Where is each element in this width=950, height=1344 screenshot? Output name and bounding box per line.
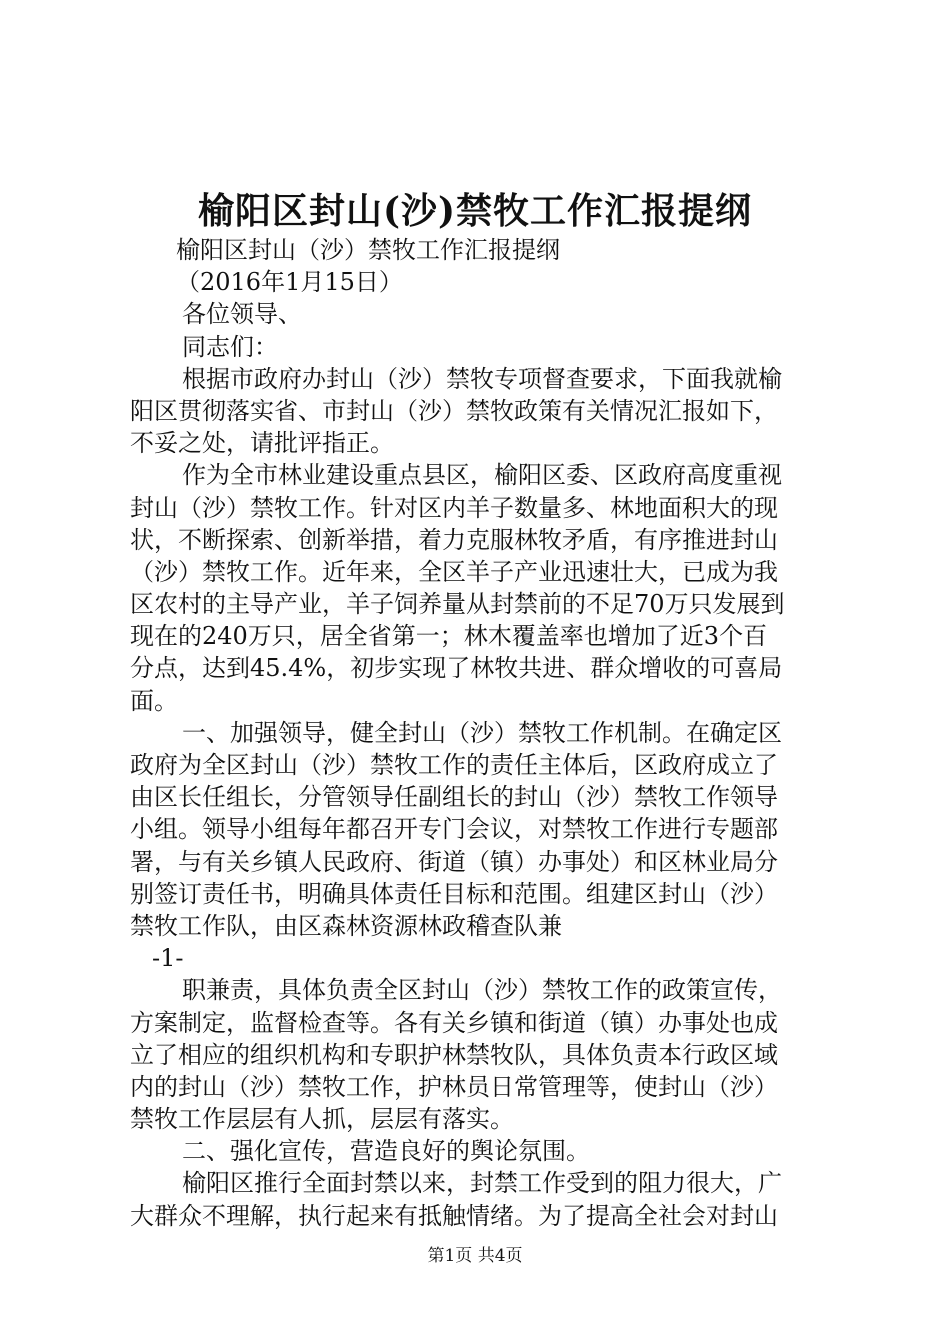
paragraph-line: 作为全市林业建设重点县区，榆阳区委、区政府高度重视: [182, 461, 782, 490]
paragraph-line: （沙）禁牧工作。近年来，全区羊子产业迅速壮大，已成为我: [130, 557, 778, 586]
paragraph-line: 现在的240万只，居全省第一；林木覆盖率也增加了近3个百: [130, 622, 768, 651]
paragraph-line: 榆阳区推行全面封禁以来，封禁工作受到的阻力很大，广: [182, 1169, 782, 1198]
paragraph-line: 阳区贯彻落实省、市封山（沙）禁牧政策有关情况汇报如下，: [130, 396, 778, 425]
paragraph-line: 封山（沙）禁牧工作。针对区内羊子数量多、林地面积大的现: [130, 493, 778, 522]
section-heading-line: 二、强化宣传，营造良好的舆论氛围。: [182, 1137, 590, 1166]
paragraph-line: 由区长任组长，分管领导任副组长的封山（沙）禁牧工作领导: [130, 783, 778, 812]
paragraph-line: 方案制定，监督检查等。各有关乡镇和街道（镇）办事处也成: [130, 1008, 778, 1037]
paragraph-line: 分点，达到45.4%，初步实现了林牧共进、群众增收的可喜局: [130, 654, 783, 683]
paragraph-line: 一、加强领导，健全封山（沙）禁牧工作机制。在确定区: [182, 718, 782, 747]
paragraph-line: 小组。领导小组每年都召开专门会议，对禁牧工作进行专题部: [130, 815, 778, 844]
page-footer: 第1页 共4页: [427, 1246, 523, 1266]
paragraph-line: 禁牧工作队，由区森林资源林政稽查队兼: [130, 911, 562, 940]
paragraph-line: 状，不断探索、创新举措，着力克服林牧矛盾，有序推进封山: [130, 525, 778, 554]
paragraph-line: 面。: [130, 686, 178, 715]
document-body: [130, 234, 830, 1232]
salutation-line: 各位领导、: [182, 300, 302, 329]
paragraph-line: 禁牧工作层层有人抓，层层有落实。: [130, 1105, 514, 1134]
paragraph-line: 不妥之处，请批评指正。: [130, 429, 394, 458]
inline-page-number: -1-: [152, 944, 184, 973]
document-title: 榆阳区封山(沙)禁牧工作汇报提纲: [197, 190, 753, 232]
paragraph-line: 根据市政府办封山（沙）禁牧专项督查要求，下面我就榆: [182, 364, 782, 393]
paragraph-line: 别签订责任书，明确具体责任目标和范围。组建区封山（沙）: [130, 879, 778, 908]
salutation-line: 同志们：: [182, 332, 278, 361]
paragraph-line: 区农村的主导产业，羊子饲养量从封禁前的不足70万只发展到: [130, 590, 785, 619]
paragraph-line: 大群众不理解，执行起来有抵触情绪。为了提高全社会对封山: [130, 1201, 778, 1230]
paragraph-line: 署，与有关乡镇人民政府、街道（镇）办事处）和区林业局分: [130, 847, 778, 876]
subtitle-line: 榆阳区封山（沙）禁牧工作汇报提纲: [176, 236, 560, 264]
paragraph-line: 立了相应的组织机构和专职护林禁牧队，具体负责本行政区域: [130, 1040, 778, 1069]
paragraph-line: 内的封山（沙）禁牧工作，护林员日常管理等，使封山（沙）: [130, 1072, 778, 1101]
paragraph-line: 政府为全区封山（沙）禁牧工作的责任主体后，区政府成立了: [130, 751, 778, 779]
paragraph-line: 职兼责，具体负责全区封山（沙）禁牧工作的政策宣传，: [182, 976, 782, 1005]
date-line: （2016年1月15日）: [176, 268, 403, 297]
